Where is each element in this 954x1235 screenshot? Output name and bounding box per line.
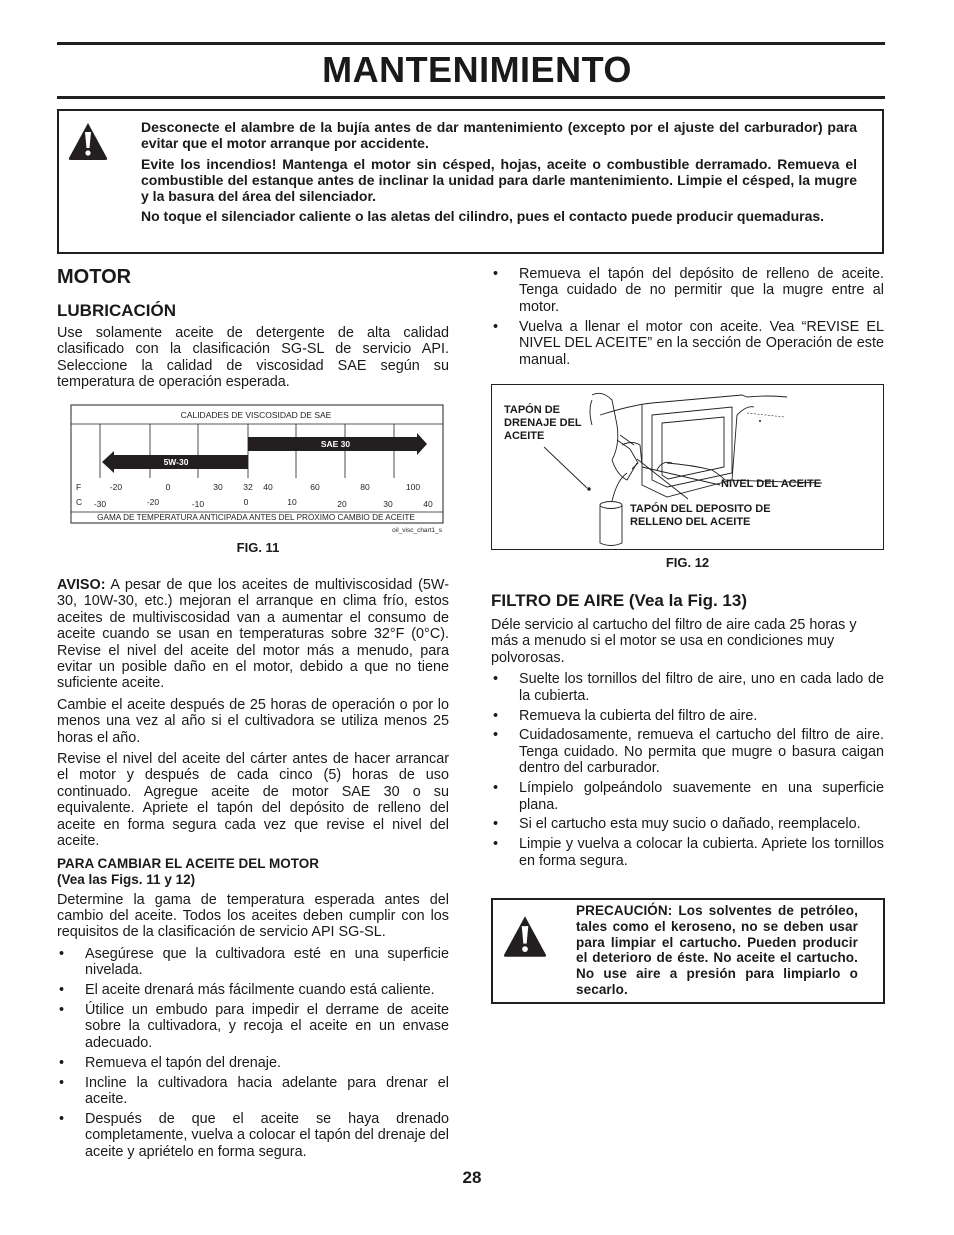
- lubrication-intro: Use solamente aceite de detergente de alta calidad clasificado con la clasificación SG-SL de servicio API. Seleccione la calidad de viscosidad SAE según su temperatura de operación esperada.: [57, 325, 449, 391]
- fill-plug-label: TAPÓN DEL DEPOSITO DE RELLENO DEL ACEITE: [630, 503, 771, 528]
- c-tick-label: 30: [383, 499, 393, 509]
- caution-icon: [502, 914, 548, 958]
- right-column-lower: [491, 591, 884, 873]
- list-item: • Remueva el tapón del depósito de relleno de aceite. Tenga cuidado de no permitir que la mugre entre al motor.: [491, 266, 884, 315]
- c-tick-label: -10: [191, 499, 205, 509]
- page-title: MANTENIMIENTO: [322, 49, 632, 90]
- c-tick-label: 40: [423, 499, 433, 509]
- f-tick-labels: [110, 482, 421, 492]
- air-filter-intro: Déle servicio al cartucho del filtro de aire cada 25 horas y más a menudo si el motor se usa en condiciones muy polvorosas.: [491, 617, 857, 666]
- list-item: • Suelte los tornillos del filtro de aire, uno en cada lado de la cubierta.: [491, 671, 884, 704]
- title-underline: [57, 96, 885, 99]
- bar-label: 5W-30: [163, 457, 189, 467]
- list-item: • El aceite drenará más fácilmente cuando está caliente.: [57, 982, 449, 998]
- oil-change-paragraph: Cambie el aceite después de 25 horas de operación o por lo menos una vez al año si el cultivadora se utiliza menos 25 horas el año.: [57, 696, 449, 746]
- aviso-paragraph: [57, 577, 449, 692]
- air-filter-heading: FILTRO DE AIRE (Vea la Fig. 13): [491, 591, 747, 610]
- drain-plug-label: TAPÓN DE DRENAJE DEL ACEITE: [504, 404, 582, 442]
- left-column: [57, 265, 449, 396]
- c-tick-label: -30: [93, 499, 107, 509]
- list-item: • Si el cartucho esta muy sucio o dañado, reemplacelo.: [491, 816, 884, 832]
- c-tick-labels: [94, 497, 433, 509]
- list-item: • Limpie y vuelva a colocar la cubierta. Apriete los tornillos en forma segura.: [491, 836, 884, 869]
- list-item: • Remueva el tapón del drenaje.: [57, 1055, 449, 1071]
- c-tick-label: 10: [287, 497, 297, 507]
- f-tick-label: 0: [165, 482, 171, 492]
- right-column-top: [491, 266, 884, 371]
- warning-text-1: Desconecte el alambre de la bujía antes de dar mantenimiento (excepto por el ajuste del carburador) para evitar que el motor arranque por accidente.: [141, 119, 857, 152]
- list-item: • Remueva la cubierta del filtro de aire.: [491, 708, 884, 724]
- warning-box: [57, 109, 884, 254]
- page-number: 28: [462, 1168, 482, 1187]
- change-oil-heading: [57, 856, 449, 889]
- f-tick-label: 100: [405, 482, 421, 492]
- section-heading-motor: MOTOR: [57, 266, 132, 288]
- warning-text-3: No toque el silenciador caliente o las aletas del cilindro, pues el contacto puede producir quemaduras.: [141, 208, 825, 225]
- warning-icon: [67, 121, 109, 161]
- chart-title: CALIDADES DE VISCOSIDAD DE SAE: [180, 410, 332, 420]
- refill-steps: [491, 266, 884, 368]
- f-tick-label: 40: [263, 482, 273, 492]
- list-item: • Después de que el aceite se haya drenado completamente, vuelva a colocar el tapón del drenaje del aceite y apriételo en forma segura.: [57, 1111, 449, 1160]
- f-tick-label: -20: [109, 482, 123, 492]
- oil-change-steps: [57, 946, 449, 1160]
- list-item: • Útilice un embudo para impedir el derrame de aceite sobre la cultivadora, y recoja el aceite en un envase adecuado.: [57, 1002, 449, 1051]
- determine-paragraph: Determine la gama de temperatura esperada antes del cambio del aceite. Todos los aceites deben cumplir con los requisitos de la clasificación de servicio API SG-SL.: [57, 891, 449, 941]
- aviso-label: AVISO:: [57, 577, 106, 593]
- top-rule: [57, 42, 885, 45]
- list-item: • Límpielo golpeándolo suavemente en una superficie plana.: [491, 780, 884, 813]
- list-item: • Incline la cultivadora hacia adelante para drenar el aceite.: [57, 1075, 449, 1108]
- left-column-lower: [57, 577, 449, 1164]
- bar-label: SAE 30: [320, 439, 351, 449]
- f-tick-label: 32: [243, 482, 253, 492]
- f-axis-label: F: [76, 482, 82, 492]
- oil-level-label: NIVEL DEL ACEITE: [721, 478, 822, 490]
- list-item: • Asegúrese que la cultivadora esté en una superficie nivelada.: [57, 946, 449, 979]
- chart-footer: GAMA DE TEMPERATURA ANTICIPADA ANTES DEL PROXIMO CAMBIO DE ACEITE: [97, 513, 415, 522]
- c-tick-label: 0: [243, 497, 249, 507]
- c-tick-label: -20: [146, 497, 160, 507]
- fig12-frame: [491, 384, 884, 550]
- subsection-heading-lubricacion: LUBRICACIÓN: [57, 301, 176, 320]
- warning-text-2: Evite los incendios! Mantenga el motor sin césped, hojas, aceite o combustible derramado. Remueva el combustible del estanque antes de inclinar la unidad para darle mantenimiento. Limpie el césped, la mugre y la basura del área del silenciador.: [141, 155, 857, 205]
- oil-check-paragraph: Revise el nivel del aceite del cárter antes de hacer arrancar el motor y después de cada cinco (5) horas de uso continuado. Agregue aceite de motor SAE 30 o su equivalente. Apriete el tapón del depósito de relleno del aceite en forma segura cada vez que revise el nivel del aceite.: [57, 751, 449, 850]
- change-oil-heading-line1: PARA CAMBIAR EL ACEITE DEL MOTOR: [57, 855, 320, 871]
- air-filter-steps: [491, 671, 884, 869]
- caution-text: PRECAUCIÓN: Los solventes de petróleo, tales como el keroseno, no se deben usar para limpiar el cartucho. Pueden producir el deterioro de éste. No aceite el cartucho. No use aire a presión para limpiarlo o secarlo.: [576, 903, 858, 997]
- f-tick-label: 60: [310, 482, 320, 492]
- fig11-caption: FIG. 11: [236, 540, 280, 555]
- viscosity-chart: [70, 404, 446, 536]
- chart-bars: [102, 433, 427, 473]
- chart-code: oil_visc_chart1_s: [392, 527, 442, 534]
- list-item: • Cuidadosamente, remueva el cartucho del filtro de aire. Tenga cuidado. No permita que mugre o basura caigan dentro del carburador.: [491, 727, 884, 776]
- c-axis-label: C: [76, 497, 83, 507]
- fig12-caption: FIG. 12: [665, 555, 710, 570]
- aviso-text: A pesar de que los aceites de multiviscosidad (5W-30, 10W-30, etc.) mejoran el arranque en clima frío, estos aceites de multiviscosidad van a aumentar el consumo de aceite cuando se usan en temperaturas sobre 32°F (0°C). Revise el nivel del aceite del motor más a menudo, para evitar un posible daño en el motor, debido a que no tiene suficiente aceite.: [57, 577, 449, 692]
- f-tick-label: 80: [360, 482, 370, 492]
- c-tick-label: 20: [337, 499, 347, 509]
- f-tick-label: 30: [213, 482, 223, 492]
- caution-box: [491, 898, 885, 1004]
- change-oil-heading-line2: (Vea las Figs. 11 y 12): [57, 872, 196, 887]
- list-item: • Vuelva a llenar el motor con aceite. Vea “REVISE EL NIVEL DEL ACEITE” en la sección de Operación de este manual.: [491, 319, 884, 368]
